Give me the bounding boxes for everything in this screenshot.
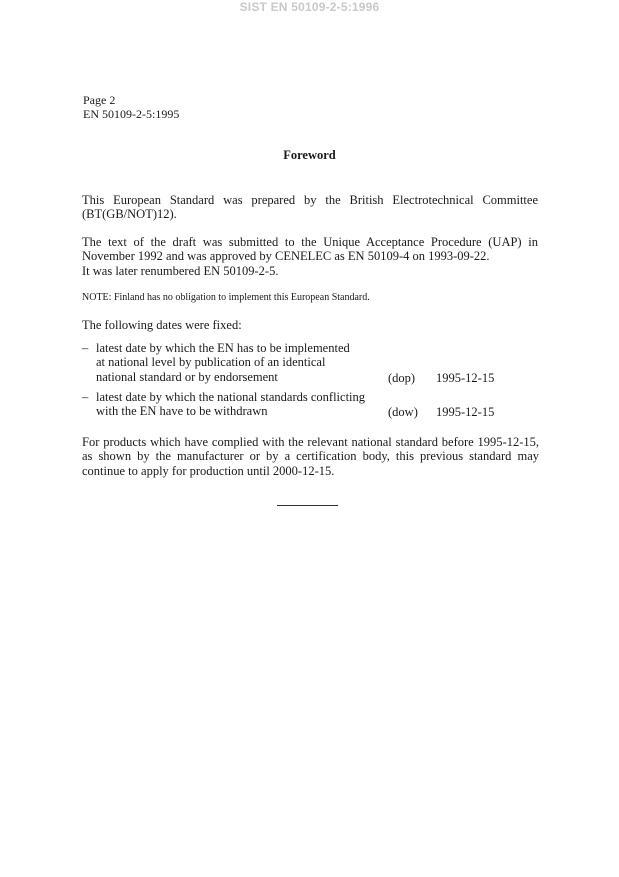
paragraph-line: November 1992 and was approved by CENELEC as EN 50109-4 on 1993-09-22. <box>82 249 490 264</box>
list-item-line: latest date by which the national standards conflicting <box>96 390 366 404</box>
paragraph-line: continue to apply for production until 2000-12-15. <box>82 463 335 478</box>
paragraph-transition <box>82 435 539 478</box>
paragraph-prepared-by <box>82 193 538 222</box>
paragraph-approval <box>82 235 538 278</box>
paragraph-line: (BT(GB/NOT)12). <box>82 207 177 222</box>
dates-intro: The following dates were fixed: <box>82 318 242 332</box>
list-item-line: national standard or by endorsement <box>96 369 278 384</box>
list-dash: – <box>82 341 89 355</box>
date-value: 1995-12-15 <box>436 371 495 385</box>
paragraph-line: as shown by the manufacturer or by a certification body, this previous standard may <box>82 449 539 464</box>
paragraph-line: This European Standard was prepared by the British Electrotechnical Committee <box>82 193 538 207</box>
list-item-text <box>96 341 386 384</box>
list-item-line: with the EN have to be withdrawn <box>96 404 268 419</box>
date-abbreviation: (dop) <box>388 371 416 385</box>
watermark: SIST EN 50109-2-5:1996 <box>239 0 380 14</box>
list-item-dow <box>82 390 542 421</box>
list-item-line: latest date by which the EN has to be implemented <box>96 341 350 355</box>
section-title: Foreword <box>283 148 336 162</box>
list-dash: – <box>82 390 89 404</box>
paragraph-line: For products which have complied with the relevant national standard before 1995-12-15, <box>82 435 539 449</box>
list-item-line: at national level by publication of an identical <box>96 355 326 370</box>
date-abbreviation: (dow) <box>388 405 418 419</box>
list-item-dop <box>82 341 542 386</box>
paragraph-line: It was later renumbered EN 50109-2-5. <box>82 263 279 278</box>
note: NOTE: Finland has no obligation to implement this European Standard. <box>82 292 370 303</box>
document-id: EN 50109-2-5:1995 <box>83 107 180 121</box>
end-divider <box>277 505 338 506</box>
date-value: 1995-12-15 <box>436 405 495 419</box>
page-number: Page 2 <box>83 93 116 107</box>
paragraph-line: The text of the draft was submitted to the Unique Acceptance Procedure (UAP) in <box>82 235 538 249</box>
list-item-text <box>96 390 386 419</box>
